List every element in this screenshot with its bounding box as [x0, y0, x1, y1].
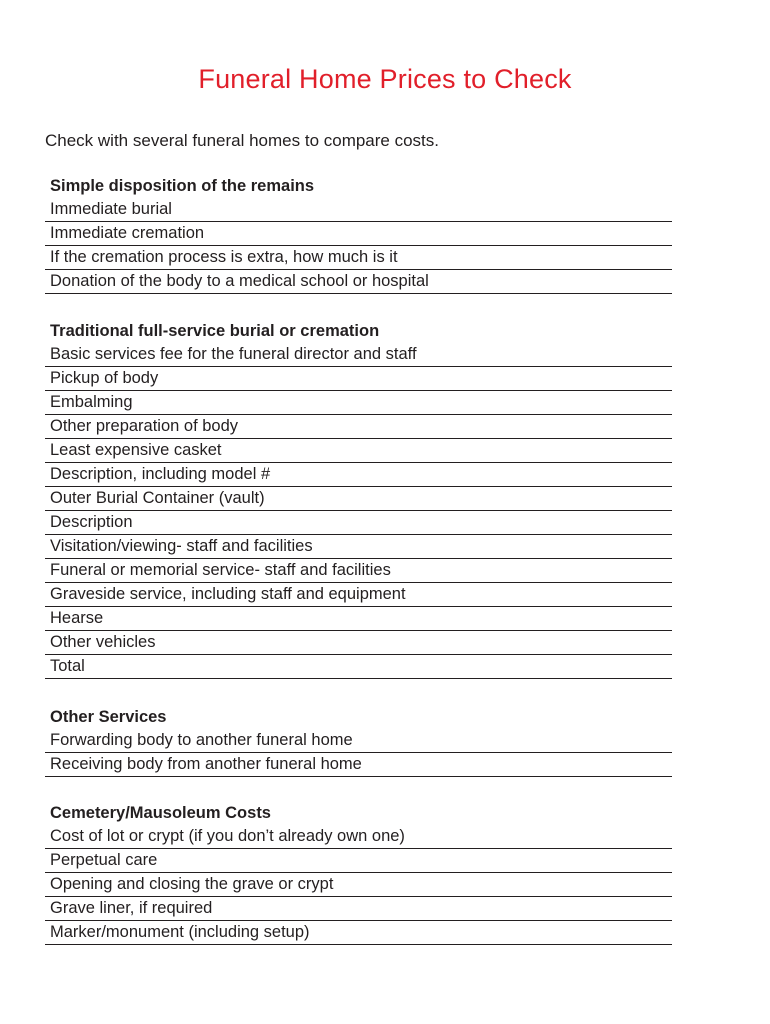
- checklist-row[interactable]: Marker/monument (including setup): [45, 921, 672, 945]
- section-heading: Traditional full-service burial or cremation: [50, 322, 380, 340]
- intro-text: Check with several funeral homes to compare costs.: [45, 131, 440, 150]
- section-other-services: [45, 706, 672, 777]
- checklist-row[interactable]: Perpetual care: [45, 849, 672, 873]
- checklist-row[interactable]: Immediate burial: [45, 198, 672, 222]
- section-cemetery-costs: [45, 802, 672, 945]
- checklist-row[interactable]: Other vehicles: [45, 631, 672, 655]
- checklist-row[interactable]: Grave liner, if required: [45, 897, 672, 921]
- checklist-row[interactable]: Basic services fee for the funeral director and staff: [45, 343, 672, 367]
- checklist-row[interactable]: Immediate cremation: [45, 222, 672, 246]
- checklist: [45, 343, 672, 679]
- checklist-row[interactable]: Total: [45, 655, 672, 679]
- checklist-row[interactable]: Embalming: [45, 391, 672, 415]
- section-simple-disposition: [45, 175, 672, 294]
- checklist-row[interactable]: Outer Burial Container (vault): [45, 487, 672, 511]
- checklist-row[interactable]: Donation of the body to a medical school or hospital: [45, 270, 672, 294]
- section-heading: Simple disposition of the remains: [50, 177, 315, 195]
- checklist-row[interactable]: Hearse: [45, 607, 672, 631]
- checklist-row[interactable]: Receiving body from another funeral home: [45, 753, 672, 777]
- checklist: [45, 825, 672, 945]
- section-heading: Cemetery/Mausoleum Costs: [50, 804, 271, 822]
- checklist-row[interactable]: Other preparation of body: [45, 415, 672, 439]
- checklist-row[interactable]: Graveside service, including staff and equipment: [45, 583, 672, 607]
- checklist-row[interactable]: Description: [45, 511, 672, 535]
- checklist-row[interactable]: Pickup of body: [45, 367, 672, 391]
- checklist-row[interactable]: Least expensive casket: [45, 439, 672, 463]
- checklist: [45, 198, 672, 294]
- page-title: Funeral Home Prices to Check: [198, 64, 572, 94]
- checklist-row[interactable]: Opening and closing the grave or crypt: [45, 873, 672, 897]
- checklist-row[interactable]: Description, including model #: [45, 463, 672, 487]
- checklist-row[interactable]: If the cremation process is extra, how much is it: [45, 246, 672, 270]
- section-heading: Other Services: [50, 708, 167, 726]
- checklist: [45, 729, 672, 777]
- checklist-row[interactable]: Visitation/viewing- staff and facilities: [45, 535, 672, 559]
- checklist-row[interactable]: Funeral or memorial service- staff and facilities: [45, 559, 672, 583]
- checklist-row[interactable]: Cost of lot or crypt (if you don’t already own one): [45, 825, 672, 849]
- checklist-row[interactable]: Forwarding body to another funeral home: [45, 729, 672, 753]
- section-traditional-service: [45, 320, 672, 679]
